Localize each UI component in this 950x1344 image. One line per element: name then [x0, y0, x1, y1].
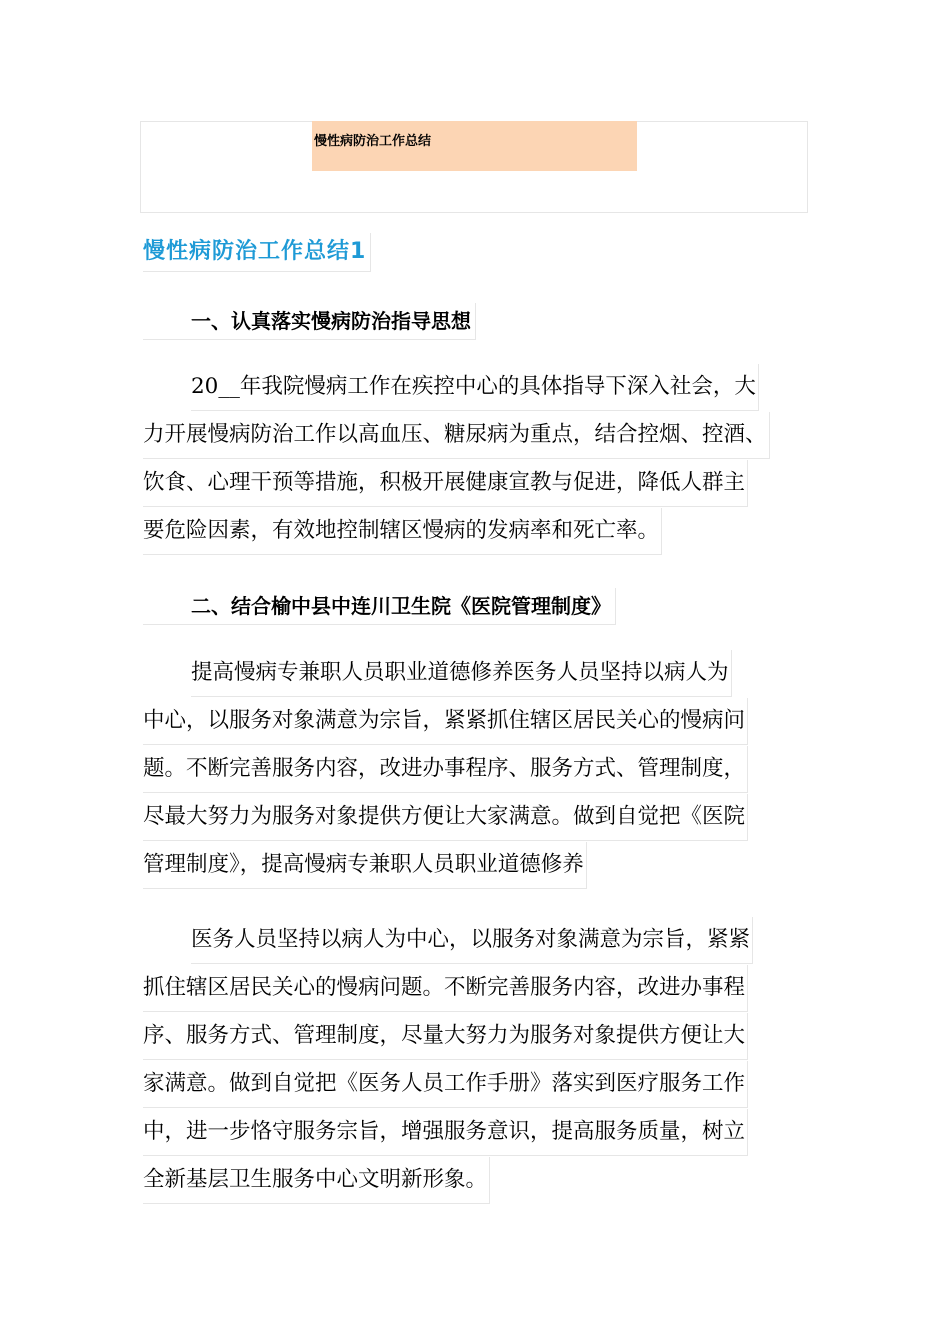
document-header-label: 慢性病防治工作总结	[312, 121, 637, 171]
paragraph-line: 提高慢病专兼职人员职业道德修养医务人员坚持以病人为	[143, 650, 823, 698]
paragraph-line: 20__年我院慢病工作在疾控中心的具体指导下深入社会，大	[143, 364, 823, 412]
paragraph-1	[143, 364, 823, 556]
paragraph-line: 家满意。做到自觉把《医务人员工作手册》落实到医疗服务工作	[143, 1061, 823, 1109]
paragraph-line: 全新基层卫生服务中心文明新形象。	[143, 1157, 823, 1205]
section-heading-2: 二、结合榆中县中连川卫生院《医院管理制度》	[143, 588, 616, 625]
paragraph-line: 管理制度》，提高慢病专兼职人员职业道德修养	[143, 842, 823, 890]
paragraph-line: 尽最大努力为服务对象提供方便让大家满意。做到自觉把《医院	[143, 794, 823, 842]
paragraph-line: 题。不断完善服务内容，改进办事程序、服务方式、管理制度，	[143, 746, 823, 794]
paragraph-line: 力开展慢病防治工作以高血压、糖尿病为重点，结合控烟、控酒、	[143, 412, 823, 460]
paragraph-3	[143, 917, 823, 1205]
paragraph-line: 抓住辖区居民关心的慢病问题。不断完善服务内容，改进办事程	[143, 965, 823, 1013]
paragraph-line: 医务人员坚持以病人为中心，以服务对象满意为宗旨，紧紧	[143, 917, 823, 965]
document-title: 慢性病防治工作总结1	[143, 233, 371, 272]
paragraph-2	[143, 650, 823, 890]
paragraph-line: 序、服务方式、管理制度，尽量大努力为服务对象提供方便让大	[143, 1013, 823, 1061]
paragraph-line: 饮食、心理干预等措施，积极开展健康宣教与促进，降低人群主	[143, 460, 823, 508]
paragraph-line: 中心，以服务对象满意为宗旨，紧紧抓住辖区居民关心的慢病问	[143, 698, 823, 746]
paragraph-line: 要危险因素，有效地控制辖区慢病的发病率和死亡率。	[143, 508, 823, 556]
section-heading-1: 一、认真落实慢病防治指导思想	[143, 303, 476, 340]
paragraph-line: 中，进一步恪守服务宗旨，增强服务意识，提高服务质量，树立	[143, 1109, 823, 1157]
